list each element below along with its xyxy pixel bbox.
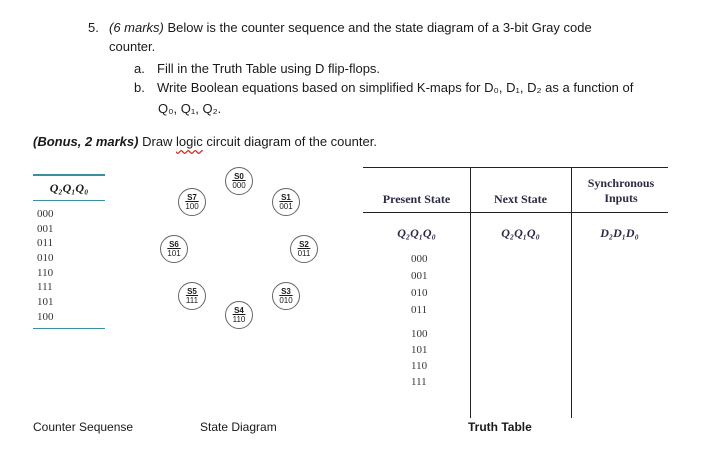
sequence-row: 111 <box>37 281 53 294</box>
sequence-rows <box>33 201 105 325</box>
present-state-cell: 011 <box>411 304 428 316</box>
table-top-rule <box>363 167 668 168</box>
sequence-row: 010 <box>37 252 54 265</box>
table-header-rule <box>363 212 668 213</box>
question-line-1 <box>88 19 648 36</box>
state-s6: S6 101 <box>160 235 188 263</box>
sequence-row: 000 <box>37 208 54 220</box>
present-state-cell: 001 <box>411 270 428 282</box>
truth-table <box>363 167 668 418</box>
present-state-cell: 111 <box>411 376 427 388</box>
present-state-cell: 100 <box>411 328 428 340</box>
present-state-subheader: Q₂Q₁Q₀ <box>397 226 436 240</box>
sequence-bottom-rule <box>33 328 105 329</box>
sequence-caption: Counter Sequense <box>33 420 134 434</box>
part-a-text: Fill in the Truth Table using D flip-flops. <box>157 61 381 76</box>
part-a <box>134 60 381 77</box>
sequence-row: 001 <box>37 222 54 235</box>
state-s3: S3 010 <box>272 282 300 310</box>
question-marks: (6 marks) <box>109 20 164 35</box>
table-divider-2 <box>571 168 572 418</box>
state-s2: S2 011 <box>290 235 318 263</box>
present-state-cell: 000 <box>411 253 428 265</box>
sync-inputs-subheader: D₂D₁D₀ <box>600 226 639 240</box>
truth-table-caption: Truth Table <box>468 420 532 434</box>
sequence-row: 100 <box>37 310 54 323</box>
next-state-subheader: Q₂Q₁Q₀ <box>501 226 540 240</box>
bonus-line: (Bonus, 2 marks) Draw logic circuit diagram of the counter. <box>33 134 377 149</box>
present-state-cell: 010 <box>411 287 428 299</box>
state-s7: S7 100 <box>178 188 206 216</box>
present-state-cell: 101 <box>411 344 428 356</box>
part-b <box>134 79 634 96</box>
part-b-text: Write Boolean equations based on simplified K-maps for D₀, D₁, D₂ as a function of <box>157 80 634 95</box>
bonus-label: (Bonus, 2 marks) <box>33 134 139 149</box>
part-a-label: a. <box>134 61 145 76</box>
question-intro: Below is the counter sequence and the state diagram of a 3-bit Gray code <box>163 20 592 35</box>
question-number: 5. <box>88 20 99 35</box>
part-b-label: b. <box>134 80 145 95</box>
state-s4: S4 110 <box>225 301 253 329</box>
bonus-word-logic: logic <box>176 134 203 149</box>
sequence-row: 110 <box>37 266 54 279</box>
counter-sequence-list <box>33 174 105 329</box>
question-line-2: counter. <box>109 39 156 54</box>
col-next-state: Next State <box>494 192 547 206</box>
state-s0: S0 000 <box>225 167 253 195</box>
col-present-state: Present State <box>382 192 451 206</box>
state-diagram <box>160 165 320 335</box>
diagram-caption: State Diagram <box>200 420 277 434</box>
present-state-cell: 110 <box>411 360 428 372</box>
col-synchronous-inputs: Synchronous Inputs <box>587 176 655 205</box>
state-s5: S5 111 <box>178 282 206 310</box>
sequence-row: 011 <box>37 237 54 250</box>
state-s1: S1 001 <box>272 188 300 216</box>
sequence-row: 101 <box>37 296 54 309</box>
sequence-header: Q₂Q₁Q₀ <box>49 181 89 195</box>
part-b-line-2: Q₀, Q₁, Q₂. <box>158 101 222 116</box>
